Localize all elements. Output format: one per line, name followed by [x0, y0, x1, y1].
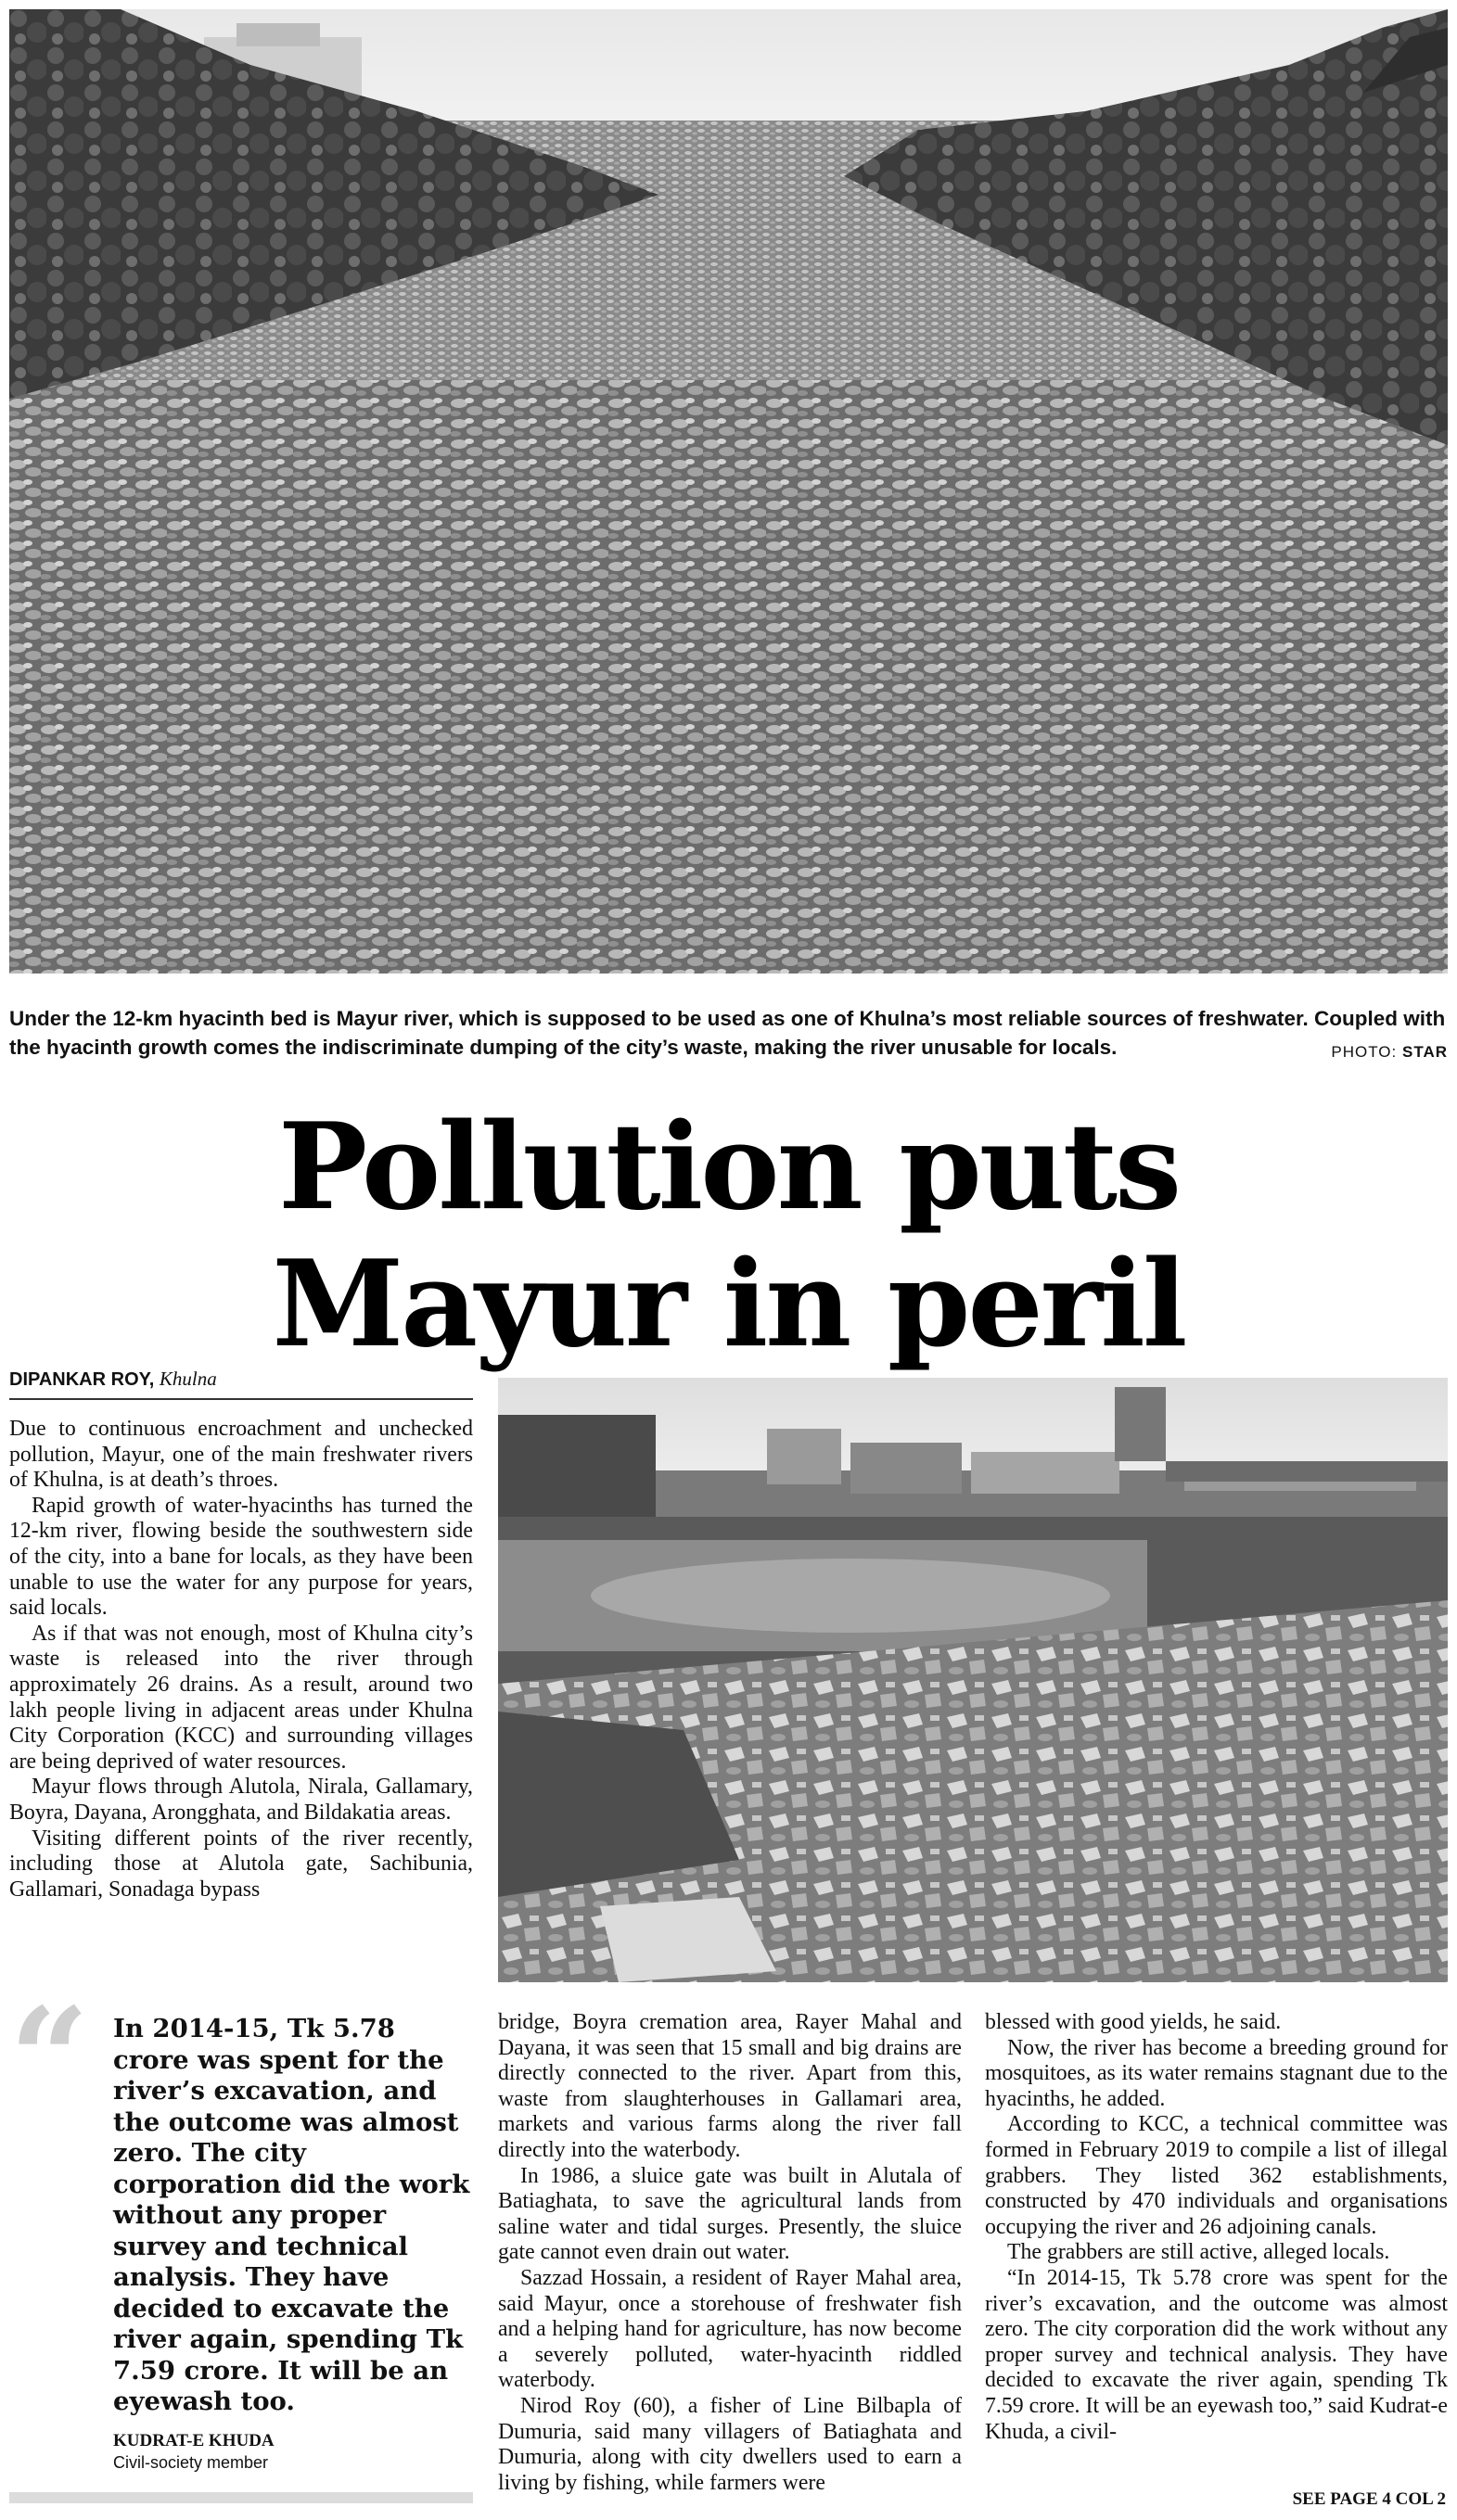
paragraph: Now, the river has become a breeding ground for mosquitoes, as its water remains stagnant due to the hyacinths, he added.: [985, 2035, 1448, 2111]
hyacinth-river-photo: [9, 9, 1448, 974]
continuation-note: SEE PAGE 4 COL 2: [1292, 2489, 1446, 2509]
quote-mark-icon: “: [9, 1978, 90, 2141]
credit-source: STAR: [1401, 1043, 1448, 1061]
pull-quote-name: KUDRAT-E KHUDA: [113, 2431, 275, 2450]
headline-line-1: Pollution puts: [278, 1098, 1179, 1237]
headline-line-2: Mayur in peril: [272, 1235, 1185, 1374]
paragraph: blessed with good yields, he said.: [985, 2010, 1282, 2034]
paragraph: Due to continuous encroachment and unchecked pollution, Mayur, one of the main freshwater rivers of Khulna, is at death’s throes.: [9, 1417, 473, 1493]
article-column-2: [498, 2010, 962, 2496]
byline-name: DIPANKAR ROY,: [9, 1369, 155, 1390]
pull-quote: [9, 1978, 473, 2487]
photo-caption: [9, 1004, 1448, 1062]
credit-label: PHOTO:: [1331, 1043, 1398, 1061]
paragraph: Sazzad Hossain, a resident of Rayer Mahal area, said Mayur, once a storehouse of freshwater fish and a helping hand for agriculture, has now become a severely polluted, water-hyacinth riddled waterbody.: [498, 2265, 962, 2393]
paragraph: The grabbers are still active, alleged locals.: [1007, 2240, 1390, 2265]
article-column-1: [9, 1417, 473, 1903]
paragraph: Visiting different points of the river recently, including those at Alutola gate, Sachibunia, Gallamari, Sonadaga bypass: [9, 1826, 473, 1902]
article-column-3: [985, 2010, 1448, 2445]
paragraph: In 1986, a sluice gate was built in Alutala of Batiaghata, to save the agricultural lands from saline water and tidal surges. Presently, the sluice gate cannot even drain out water.: [498, 2163, 962, 2265]
headline: [0, 1099, 1457, 1373]
byline-rule: [9, 1398, 473, 1400]
paragraph: “In 2014-15, Tk 5.78 crore was spent for the river’s excavation, and the outcome was almost zero. The city corporation did the work without any proper survey and technical analysis. They have decided to excavate the river again, spending Tk 7.59 crore. It will be an eyewash too,” said Kudrat-e Khuda, a civil-: [985, 2265, 1448, 2444]
polluted-riverbank-photo: [498, 1378, 1448, 1982]
paragraph: Nirod Roy (60), a fisher of Line Bilbapla of Dumuria, said many villagers of Batiaghata and Dumuria, along with city dwellers used to earn a living by fishing, while farmers were: [498, 2393, 962, 2495]
pull-quote-divider: [9, 2492, 473, 2503]
paragraph: Mayur flows through Alutola, Nirala, Gallamary, Boyra, Dayana, Arongghata, and Bildakatia areas.: [9, 1775, 473, 1825]
photo-credit: [1331, 1043, 1448, 1062]
paragraph: As if that was not enough, most of Khulna city’s waste is released into the river through approximately 26 drains. As a result, around two lakh people living in adjacent areas under Khulna City Corporation (KCC) and surrounding villages are being deprived of water resources.: [9, 1621, 473, 1774]
pull-quote-role: Civil-society member: [113, 2453, 269, 2472]
byline-place: Khulna: [159, 1368, 217, 1390]
paragraph: Rapid growth of water-hyacinths has turned the 12-km river, flowing beside the southwestern side of the city, into a bane for locals, as they have been unable to use the water for any purpose for years, said locals.: [9, 1493, 473, 1621]
pull-quote-text: In 2014-15, Tk 5.78 crore was spent for the river’s excavation, and the outcome was almost zero. The city corporation did the work without any proper survey and technical analysis. They have decided to excavate the river again, spending Tk 7.59 crore. It will be an eyewash too.: [113, 2014, 470, 2416]
caption-text: Under the 12-km hyacinth bed is Mayur river, which is supposed to be used as one of Khulna’s most reliable sources of freshwater. Coupled with the hyacinth growth comes the indiscriminate dumping of the city’s waste, making the river unusable for locals.: [9, 1007, 1446, 1059]
byline: [9, 1368, 217, 1391]
paragraph: bridge, Boyra cremation area, Rayer Mahal and Dayana, it was seen that 15 small and big drains are directly connected to the river. Apart from this, waste from slaughterhouses in Gallamari area, markets and various farms along the river fall directly into the waterbody.: [498, 2010, 962, 2162]
paragraph: According to KCC, a technical committee was formed in February 2019 to compile a list of illegal grabbers. They listed 362 establishments, constructed by 470 individuals and organisations occupying the river and 26 adjoining canals.: [985, 2112, 1448, 2239]
